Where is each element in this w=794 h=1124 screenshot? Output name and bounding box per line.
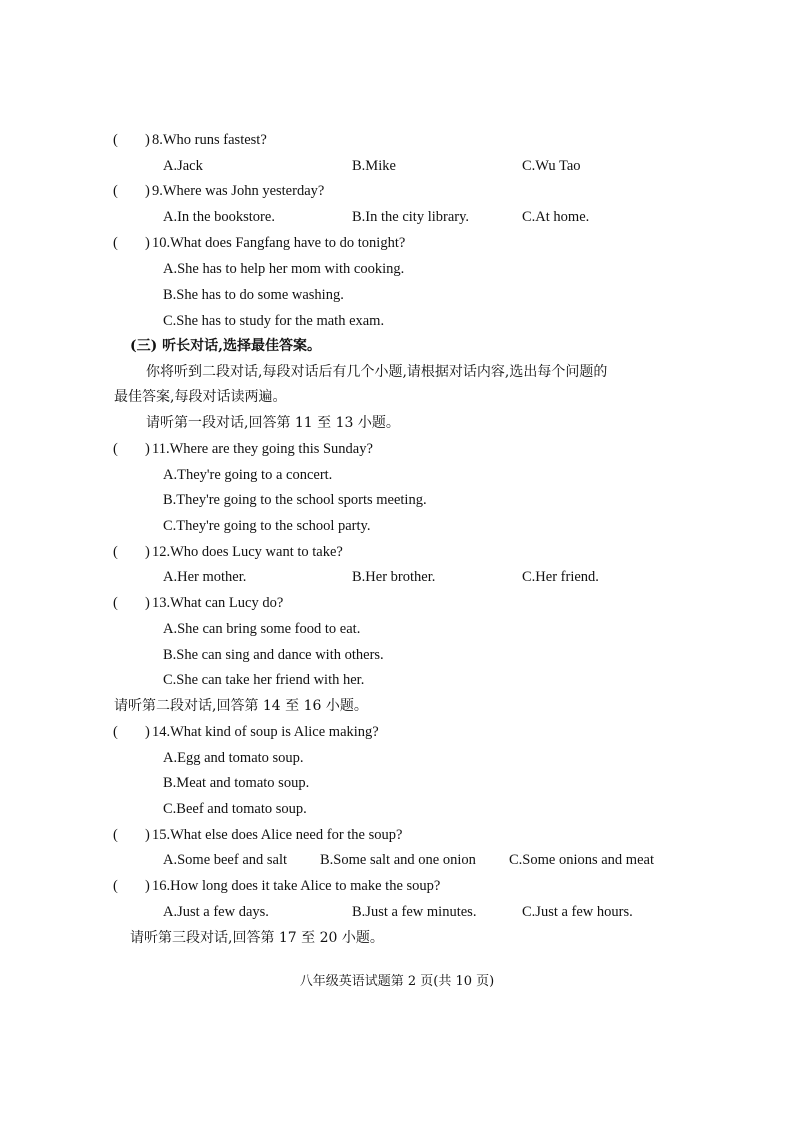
q10-option-c: C.She has to study for the math exam. <box>163 313 385 329</box>
q11-option-a: A.They're going to a concert. <box>163 467 333 483</box>
question-12: 12.Who does Lucy want to take? <box>152 544 343 560</box>
q11-option-c: C.They're going to the school party. <box>163 518 371 534</box>
q9-option-c: C.At home. <box>522 209 590 225</box>
answer-paren-open: ( <box>113 724 118 740</box>
question-10: 10.What does Fangfang have to do tonight? <box>152 235 406 251</box>
q15-option-c: C.Some onions and meat <box>509 852 654 868</box>
answer-paren-open: ( <box>113 544 118 560</box>
question-16: 16.How long does it take Alice to make the soup? <box>152 878 441 894</box>
answer-paren-open: ( <box>113 132 118 148</box>
q12-option-a: A.Her mother. <box>163 569 247 585</box>
answer-paren-close: ) <box>145 132 150 148</box>
q16-option-b: B.Just a few minutes. <box>352 904 477 920</box>
answer-paren-close: ) <box>145 595 150 611</box>
q13-option-b: B.She can sing and dance with others. <box>163 647 384 663</box>
answer-paren-open: ( <box>113 827 118 843</box>
q12-option-b: B.Her brother. <box>352 569 436 585</box>
q11-option-b: B.They're going to the school sports meeting. <box>163 492 427 508</box>
answer-paren-open: ( <box>113 235 118 251</box>
answer-paren-close: ) <box>145 827 150 843</box>
dialog-3-instruction: 请听第三段对话,回答第 17 至 20 小题。 <box>130 930 384 946</box>
answer-paren-open: ( <box>113 441 118 457</box>
question-9: 9.Where was John yesterday? <box>152 183 325 199</box>
question-11: 11.Where are they going this Sunday? <box>152 441 373 457</box>
dialog-2-instruction: 请听第二段对话,回答第 14 至 16 小题。 <box>114 698 368 714</box>
q16-option-a: A.Just a few days. <box>163 904 269 920</box>
q15-option-b: B.Some salt and one onion <box>320 852 476 868</box>
q10-option-a: A.She has to help her mom with cooking. <box>163 261 405 277</box>
q9-option-b: B.In the city library. <box>352 209 470 225</box>
question-13: 13.What can Lucy do? <box>152 595 284 611</box>
answer-paren-close: ) <box>145 724 150 740</box>
q14-option-a: A.Egg and tomato soup. <box>163 750 304 766</box>
section-3-instruction-1: 你将听到二段对话,每段对话后有几个小题,请根据对话内容,选出每个问题的 <box>146 364 608 380</box>
q12-option-c: C.Her friend. <box>522 569 599 585</box>
q9-option-a: A.In the bookstore. <box>163 209 275 225</box>
answer-paren-close: ) <box>145 183 150 199</box>
question-15: 15.What else does Alice need for the soup? <box>152 827 403 843</box>
q8-option-b: B.Mike <box>352 158 396 174</box>
answer-paren-close: ) <box>145 235 150 251</box>
answer-paren-close: ) <box>145 544 150 560</box>
answer-paren-open: ( <box>113 878 118 894</box>
q10-option-b: B.She has to do some washing. <box>163 287 344 303</box>
q13-option-a: A.She can bring some food to eat. <box>163 621 361 637</box>
answer-paren-close: ) <box>145 878 150 894</box>
q16-option-c: C.Just a few hours. <box>522 904 633 920</box>
answer-paren-close: ) <box>145 441 150 457</box>
q8-option-a: A.Jack <box>163 158 203 174</box>
answer-paren-open: ( <box>113 183 118 199</box>
q8-option-c: C.Wu Tao <box>522 158 581 174</box>
section-3-instruction-2: 最佳答案,每段对话读两遍。 <box>114 389 287 405</box>
q15-option-a: A.Some beef and salt <box>163 852 288 868</box>
dialog-1-instruction: 请听第一段对话,回答第 11 至 13 小题。 <box>146 415 400 431</box>
q14-option-c: C.Beef and tomato soup. <box>163 801 307 817</box>
answer-paren-open: ( <box>113 595 118 611</box>
question-8: 8.Who runs fastest? <box>152 132 267 148</box>
page-footer: 八年级英语试题第 2 页(共 10 页) <box>299 974 495 989</box>
section-3-title: (三) 听长对话,选择最佳答案。 <box>130 338 321 354</box>
q13-option-c: C.She can take her friend with her. <box>163 672 365 688</box>
question-14: 14.What kind of soup is Alice making? <box>152 724 379 740</box>
q14-option-b: B.Meat and tomato soup. <box>163 775 310 791</box>
